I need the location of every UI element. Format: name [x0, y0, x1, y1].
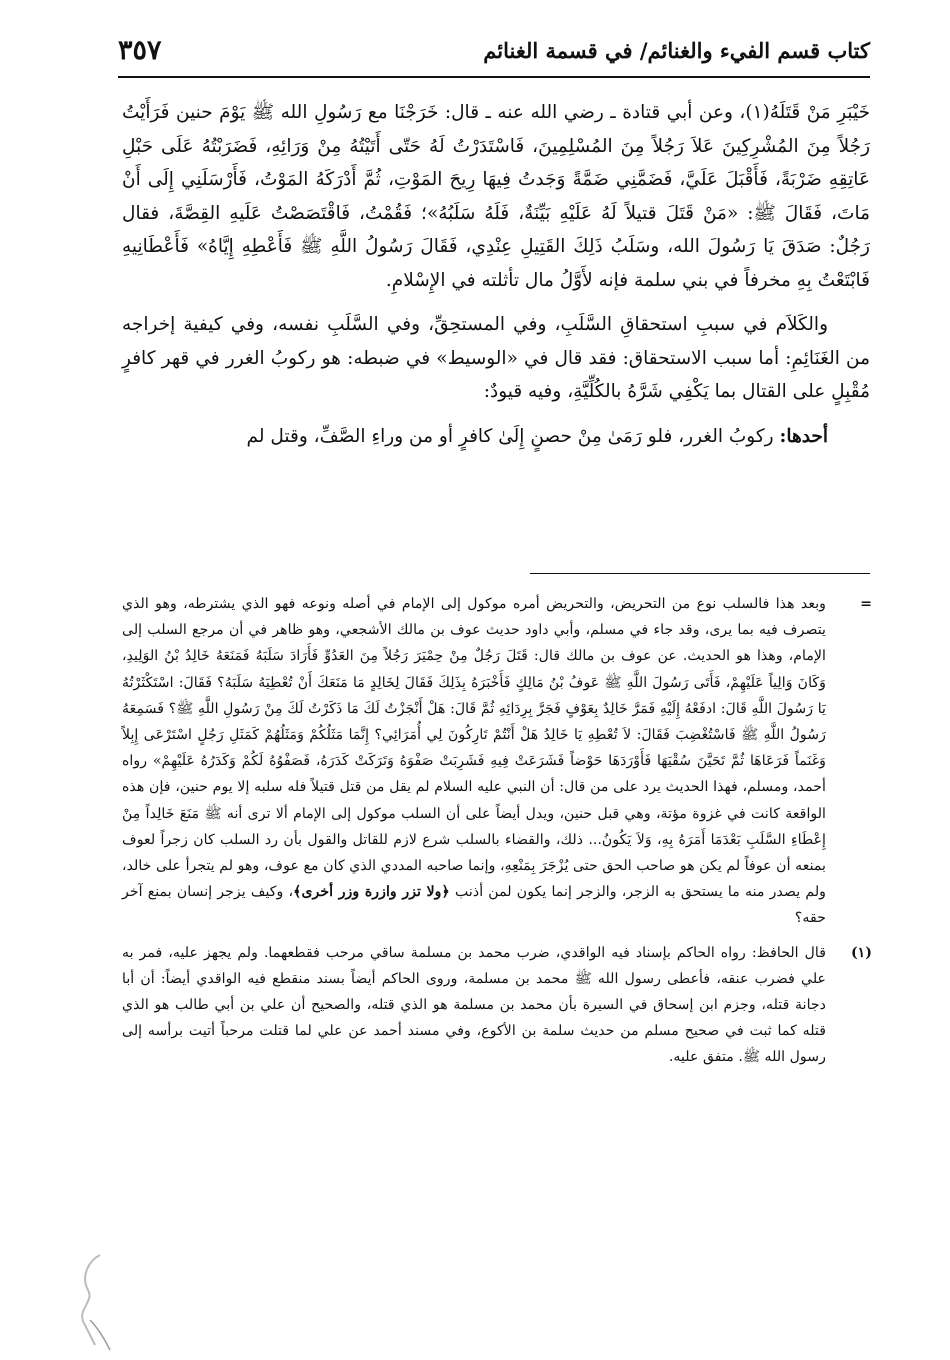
scan-smudge-mark [60, 1250, 120, 1360]
main-paragraph-3 [122, 420, 870, 454]
main-paragraph-2: والكَلاَم في سببِ استحقاقِ السَّلَبِ، وفي المستحِقِّ، وفي السَّلَبِ نفسه، وفي كيفية إخراجه من الغَنَائِمِ: أما سبب الاستحقاق: فقد قال في «الوسيط» في ضبطه: هو ركوبُ الغرر في قهر كافرٍ مُقْبِلٍ على القتال بما يَكْفِي شَرَّهُ بالكُلِّيَّةِ، وفيه قيودٌ: [122, 314, 870, 402]
footnote-1-marker: (١) [850, 944, 872, 961]
running-title: كتاب قسم الفيء والغنائم/ في قسمة الغنائم [483, 37, 870, 63]
footnote-1 [122, 940, 872, 1071]
main-paragraph-1: خَيْبَرِ مَنْ قَتَلَهُ(١)، وعن أبي قتادة ـ رضي الله عنه ـ قال: خَرَجْنَا مع رَسُولِ الله ﷺ يَوْمَ حنين فَرَأَيْتُ رَجُلاً مِنَ المُشْرِكِينَ عَلاَ رَجُلاً مِنَ المُسْلِمِينَ، فَاسْتَدَرْتُ لَهُ حَتّى أَتَيْتُهُ مِنْ وَرَائِهِ، فَضَرَبْتُهُ عَلَى حَبْلِ عَاتِقِهِ ضَرْبَةً، فَأَقْبَلَ عَلَيَّ، فَضَمَّنِي ضَمَّةً وَجَدتُ فِيهَا رِيحَ المَوْتِ، ثُمَّ أَدْرَكَهُ المَوْتُ، فَأَرْسَلَنِي إِلَى أَنْ مَاتَ، فَقَالَ ﷺ: «مَنْ قَتَلَ قتيلاً لَهُ عَلَيْهِ بَيِّنَةٌ، فَلَهُ سَلَبُهُ»؛ فَقُمْتُ، فَاقْتَصَصْتُ عَلَيهِ القِصَّةَ، فقال رَجُلٌ: صَدَقَ يَا رَسُولَ الله، وسَلَبُ ذَلِكَ القَتِيلِ عِنْدِي، فَقَالَ رَسُولُ اللَّهِ ﷺ فَأَعْطِهِ إِيَّاهُ» فَأَعْطَانِيهِ فَابْتَعْتُ بِهِ مخرفاً في بني سلمة فإنه لأَوَّلُ مال تأثلته في الإِسْلامِ. [122, 102, 871, 291]
continuation-marker: = [860, 596, 872, 612]
condition-lead: أحدها: [779, 425, 828, 447]
quran-verse: ﴿ولا تزر وازرة وزر أخرى﴾ [293, 884, 450, 901]
page-header [118, 28, 870, 72]
header-rule [118, 76, 870, 78]
condition-text: ركوبُ الغرر، فلو رَمَىٰ مِنْ حصنٍ إِلَىٰ كافرٍ أو من وراءِ الصَّفِّ، وقتل لم [246, 425, 780, 447]
footnotes [122, 591, 872, 1071]
footnote-separator [530, 573, 870, 574]
continuation-end: ، وكيف يزجر إنسان بمنع آخر حقه؟ [122, 884, 826, 927]
footnote-continuation [122, 591, 872, 932]
footnote-1-text: قال الحافظ: رواه الحاكم بإسناد فيه الواقدي، ضرب محمد بن مسلمة ساقي مرحب فقطعهما. ولم يجهز عليه، فمر به علي فضرب عنقه، فأعطى رسول الله ﷺ محمد بن مسلمة، وروى الحاكم أيضاً بسند منقطع فيه الواقدي أيضاً: أن أبا دجانة قتله، وجزم ابن إسحاق في السيرة بأن محمد بن مسلمة هو الذي قتله، والصحيح أن علي بن أبي طالب هو الذي قتله كما ثبت في صحيح مسلم من حديث سلمة بن الأكوع، وفي مسند أحمد عن علي لما قتلت مرحباً أتيت برأسه إلى رسول الله ﷺ. متفق عليه. [122, 944, 826, 1066]
continuation-text: وبعد هذا فالسلب نوع من التحريض، والتحريض أمره موكول إلى الإمام في أصله ونوعه فهو الذي يشترطه، وهو الذي يتصرف فيه بما يرى، وقد جاء في مسلم، وأبي داود حديث عوف بن مالك الأشجعي، وهو ظاهر في أن مرجع السلب إلى الإمام، وهذا هو الحديث. عن عوف بن مالك قال: قَتَلَ رَجُلٌ مِنْ حِمْيَرَ رَجُلاً مِنَ العَدُوِّ فَأَرَادَ سَلَبَهُ فَمَنَعَهُ خَالِدُ بْنُ الوَلِيدِ، وَكَانَ وَالِياً عَلَيْهِمْ، فَأَتَى رَسُولَ اللَّهِ ﷺ عَوفُ بْنُ مَالِكٍ فَأَخْبَرَهُ بِذَلِكَ فَقَالَ لِخَالِدٍ مَا مَنَعَكَ أَنْ تُعْطِيَهُ سَلَبَهُ؟ فَقَالَ: اسْتَكْثَرْتُهُ يَا رَسُولَ اللَّهِ قَالَ: ادفَعْهُ إِلَيْهِ فَمَرَّ خَالِدٌ بِعَوْفٍ فَجَرَّ بِرِدَائِهِ ثُمَّ قَالَ: هَلْ أَنْجَزْتُ لَكَ مَا ذَكَرْتُ لَكَ مِنْ رَسُولِ اللَّهِ ﷺ؟ فَسَمِعَهُ رَسُولُ اللَّهِ ﷺ فَاسْتُغْضِبَ فَقَالَ: لاَ تُعْطِهِ يَا خَالِدُ هَلْ أَنْتُمْ تَارِكُونَ لِي أُمَرَائِي؟ إِنَّمَا مَثَلُكُمْ وَمَثَلُهُمْ كَمَثَلِ رَجُلٍ اسْتَرْعَى إِبِلاً وَغَنَماً فَرَعَاهَا ثُمَّ تَحَيَّنَ سُقْيَهَا فَأَوْرَدَهَا حَوْضاً فَشَرَعَتْ فِيهِ فَشَرِبَتْ صَفْوَهُ وَتَرَكَتْ كَدَرَهُ، فَصَفْوُهُ لَكُمْ وَكَدَرُهُ عَلَيْهِمْ» رواه أحمد، ومسلم، فهذا الحديث يرد على من قال: أن النبي عليه السلام لم يقل من قتل قتيلاً فله سلبه إلا يوم حنين، فإن هذه الواقعة كانت في غزوة مؤتة، وهي قبل حنين، ويدل أيضاً على أن السلب موكول إلى الإمام ألا ترى أنه ﷺ مَنَعَ خَالِداً مِنْ إِعْطَاءِ السَّلَبِ بَعْدَمَا أَمَرَهُ بِهِ، وَلاَ يَكُونُ... ذلك، والقضاء بالسلب شرع لازم للقاتل والقول بأن رد السلب كان زجراً لعوف بمنعه أن عوفاً لم يكن هو صاحب الحق حتى يُزْجَرَ بِمَنْعِهِ، وإنما صاحبه المددي الذي كان مع عوف، وهو لم يتجرأ على خالد، ولم يصدر منه ما يستحق به الزجر، والزجر إنما يكون لمن أذنب [122, 596, 826, 901]
page-number: ٣٥٧ [118, 34, 162, 66]
main-text [122, 96, 870, 453]
